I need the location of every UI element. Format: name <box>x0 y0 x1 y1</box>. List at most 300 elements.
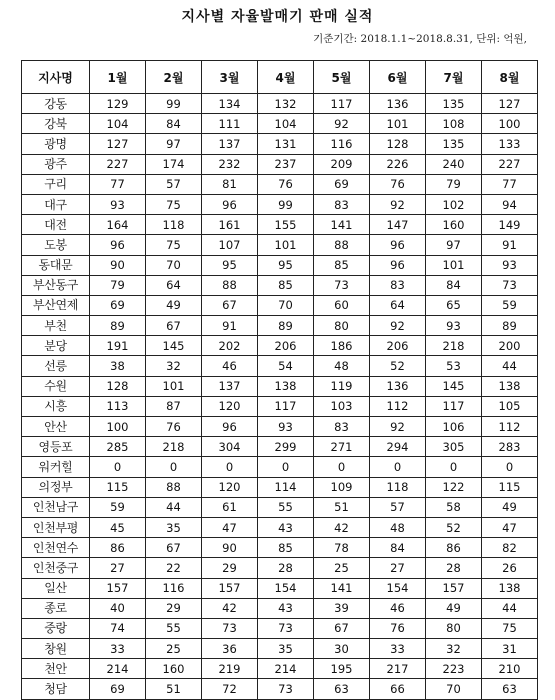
branch-name-cell: 창원 <box>22 639 90 659</box>
sales-value-cell: 195 <box>314 659 370 679</box>
table-row <box>22 598 538 618</box>
sales-value-cell: 36 <box>202 639 258 659</box>
sales-value-cell: 78 <box>314 538 370 558</box>
sales-value-cell: 28 <box>426 558 482 578</box>
sales-value-cell: 65 <box>426 295 482 315</box>
sales-value-cell: 120 <box>202 477 258 497</box>
sales-value-cell: 119 <box>314 376 370 396</box>
sales-value-cell: 157 <box>426 578 482 598</box>
sales-value-cell: 138 <box>482 376 538 396</box>
sales-value-cell: 0 <box>482 457 538 477</box>
table-row <box>22 114 538 134</box>
sales-value-cell: 60 <box>314 295 370 315</box>
branch-name-cell: 대구 <box>22 194 90 214</box>
sales-value-cell: 73 <box>314 275 370 295</box>
sales-value-cell: 86 <box>90 538 146 558</box>
sales-value-cell: 63 <box>482 679 538 699</box>
sales-value-cell: 232 <box>202 154 258 174</box>
sales-value-cell: 75 <box>146 194 202 214</box>
branch-name-cell: 워커힐 <box>22 457 90 477</box>
sales-value-cell: 117 <box>426 396 482 416</box>
table-row <box>22 316 538 336</box>
sales-value-cell: 86 <box>426 538 482 558</box>
sales-value-cell: 51 <box>146 679 202 699</box>
sales-value-cell: 76 <box>146 417 202 437</box>
sales-value-cell: 46 <box>370 598 426 618</box>
sales-value-cell: 138 <box>258 376 314 396</box>
sales-value-cell: 138 <box>482 578 538 598</box>
sales-value-cell: 214 <box>258 659 314 679</box>
sales-value-cell: 186 <box>314 336 370 356</box>
table-row <box>22 497 538 517</box>
sales-value-cell: 174 <box>146 154 202 174</box>
table-row <box>22 356 538 376</box>
branch-name-cell: 일산 <box>22 578 90 598</box>
sales-value-cell: 96 <box>370 235 426 255</box>
sales-value-cell: 69 <box>90 295 146 315</box>
sales-value-cell: 80 <box>314 316 370 336</box>
branch-name-cell: 부산동구 <box>22 275 90 295</box>
sales-value-cell: 93 <box>90 194 146 214</box>
sales-value-cell: 59 <box>482 295 538 315</box>
sales-value-cell: 42 <box>202 598 258 618</box>
sales-value-cell: 28 <box>258 558 314 578</box>
sales-value-cell: 64 <box>146 275 202 295</box>
sales-value-cell: 294 <box>370 437 426 457</box>
table-row <box>22 538 538 558</box>
sales-value-cell: 79 <box>426 174 482 194</box>
sales-value-cell: 44 <box>146 497 202 517</box>
table-row <box>22 295 538 315</box>
table-row <box>22 578 538 598</box>
sales-value-cell: 75 <box>146 235 202 255</box>
table-row <box>22 215 538 235</box>
branch-name-cell: 부천 <box>22 316 90 336</box>
sales-value-cell: 191 <box>90 336 146 356</box>
sales-value-cell: 59 <box>90 497 146 517</box>
sales-value-cell: 0 <box>202 457 258 477</box>
sales-value-cell: 103 <box>314 396 370 416</box>
sales-value-cell: 35 <box>258 639 314 659</box>
sales-value-cell: 73 <box>258 618 314 638</box>
branch-name-cell: 인천중구 <box>22 558 90 578</box>
sales-value-cell: 93 <box>426 316 482 336</box>
sales-value-cell: 79 <box>90 275 146 295</box>
column-header: 지사명 <box>22 61 90 94</box>
sales-value-cell: 73 <box>258 679 314 699</box>
sales-value-cell: 29 <box>146 598 202 618</box>
branch-name-cell: 도봉 <box>22 235 90 255</box>
sales-value-cell: 83 <box>370 275 426 295</box>
sales-value-cell: 91 <box>482 235 538 255</box>
sales-value-cell: 27 <box>370 558 426 578</box>
table-row <box>22 517 538 537</box>
table-row <box>22 558 538 578</box>
sales-value-cell: 42 <box>314 517 370 537</box>
sales-value-cell: 90 <box>202 538 258 558</box>
sales-value-cell: 96 <box>370 255 426 275</box>
sales-value-cell: 112 <box>482 417 538 437</box>
sales-value-cell: 116 <box>146 578 202 598</box>
table-row <box>22 235 538 255</box>
sales-value-cell: 75 <box>482 618 538 638</box>
sales-value-cell: 35 <box>146 517 202 537</box>
sales-value-cell: 25 <box>314 558 370 578</box>
sales-value-cell: 132 <box>258 94 314 114</box>
column-header: 7월 <box>426 61 482 94</box>
sales-value-cell: 214 <box>90 659 146 679</box>
sales-value-cell: 43 <box>258 598 314 618</box>
sales-value-cell: 104 <box>90 114 146 134</box>
sales-value-cell: 0 <box>146 457 202 477</box>
sales-value-cell: 0 <box>258 457 314 477</box>
sales-value-cell: 164 <box>90 215 146 235</box>
table-row <box>22 477 538 497</box>
sales-value-cell: 69 <box>314 174 370 194</box>
sales-value-cell: 107 <box>202 235 258 255</box>
sales-value-cell: 57 <box>146 174 202 194</box>
sales-value-cell: 305 <box>426 437 482 457</box>
branch-name-cell: 인천남구 <box>22 497 90 517</box>
sales-value-cell: 95 <box>202 255 258 275</box>
sales-value-cell: 111 <box>202 114 258 134</box>
sales-value-cell: 93 <box>482 255 538 275</box>
sales-value-cell: 90 <box>90 255 146 275</box>
sales-value-cell: 145 <box>426 376 482 396</box>
sales-value-cell: 54 <box>258 356 314 376</box>
sales-value-cell: 27 <box>90 558 146 578</box>
sales-value-cell: 26 <box>482 558 538 578</box>
branch-name-cell: 광주 <box>22 154 90 174</box>
branch-sales-table <box>21 60 538 700</box>
branch-name-cell: 강북 <box>22 114 90 134</box>
sales-value-cell: 66 <box>370 679 426 699</box>
sales-value-cell: 33 <box>370 639 426 659</box>
sales-value-cell: 89 <box>482 316 538 336</box>
sales-value-cell: 46 <box>202 356 258 376</box>
sales-value-cell: 38 <box>90 356 146 376</box>
sales-value-cell: 69 <box>90 679 146 699</box>
sales-value-cell: 237 <box>258 154 314 174</box>
sales-value-cell: 299 <box>258 437 314 457</box>
sales-value-cell: 88 <box>202 275 258 295</box>
sales-value-cell: 70 <box>426 679 482 699</box>
sales-value-cell: 67 <box>202 295 258 315</box>
sales-value-cell: 160 <box>426 215 482 235</box>
sales-value-cell: 161 <box>202 215 258 235</box>
sales-value-cell: 49 <box>482 497 538 517</box>
sales-value-cell: 128 <box>370 134 426 154</box>
sales-value-cell: 131 <box>258 134 314 154</box>
sales-value-cell: 135 <box>426 134 482 154</box>
sales-value-cell: 108 <box>426 114 482 134</box>
branch-name-cell: 부산연제 <box>22 295 90 315</box>
table-row <box>22 255 538 275</box>
sales-value-cell: 283 <box>482 437 538 457</box>
sales-value-cell: 93 <box>258 417 314 437</box>
sales-value-cell: 51 <box>314 497 370 517</box>
sales-value-cell: 55 <box>258 497 314 517</box>
sales-value-cell: 99 <box>146 94 202 114</box>
sales-value-cell: 32 <box>426 639 482 659</box>
sales-value-cell: 74 <box>90 618 146 638</box>
sales-value-cell: 0 <box>426 457 482 477</box>
sales-value-cell: 84 <box>146 114 202 134</box>
sales-value-cell: 29 <box>202 558 258 578</box>
sales-value-cell: 58 <box>426 497 482 517</box>
sales-value-cell: 227 <box>482 154 538 174</box>
sales-value-cell: 85 <box>258 538 314 558</box>
sales-value-cell: 202 <box>202 336 258 356</box>
sales-value-cell: 96 <box>90 235 146 255</box>
sales-value-cell: 136 <box>370 94 426 114</box>
column-header: 6월 <box>370 61 426 94</box>
sales-value-cell: 85 <box>258 275 314 295</box>
column-header: 3월 <box>202 61 258 94</box>
table-row <box>22 174 538 194</box>
sales-value-cell: 147 <box>370 215 426 235</box>
sales-value-cell: 101 <box>258 235 314 255</box>
sales-value-cell: 101 <box>146 376 202 396</box>
branch-name-cell: 강동 <box>22 94 90 114</box>
branch-name-cell: 수원 <box>22 376 90 396</box>
sales-value-cell: 99 <box>258 194 314 214</box>
sales-value-cell: 128 <box>90 376 146 396</box>
sales-value-cell: 209 <box>314 154 370 174</box>
sales-value-cell: 127 <box>90 134 146 154</box>
sales-value-cell: 73 <box>482 275 538 295</box>
table-row <box>22 336 538 356</box>
sales-value-cell: 104 <box>258 114 314 134</box>
sales-value-cell: 113 <box>90 396 146 416</box>
sales-value-cell: 271 <box>314 437 370 457</box>
sales-value-cell: 80 <box>426 618 482 638</box>
column-header: 2월 <box>146 61 202 94</box>
branch-name-cell: 대전 <box>22 215 90 235</box>
table-row <box>22 457 538 477</box>
sales-value-cell: 76 <box>258 174 314 194</box>
sales-value-cell: 44 <box>482 356 538 376</box>
sales-value-cell: 149 <box>482 215 538 235</box>
sales-value-cell: 100 <box>482 114 538 134</box>
sales-value-cell: 84 <box>426 275 482 295</box>
sales-value-cell: 134 <box>202 94 258 114</box>
sales-value-cell: 137 <box>202 134 258 154</box>
sales-value-cell: 96 <box>202 194 258 214</box>
sales-value-cell: 48 <box>370 517 426 537</box>
sales-value-cell: 70 <box>258 295 314 315</box>
sales-value-cell: 70 <box>146 255 202 275</box>
sales-value-cell: 88 <box>146 477 202 497</box>
sales-value-cell: 52 <box>370 356 426 376</box>
sales-value-cell: 43 <box>258 517 314 537</box>
sales-value-cell: 0 <box>314 457 370 477</box>
table-row <box>22 376 538 396</box>
sales-value-cell: 102 <box>426 194 482 214</box>
table-row <box>22 679 538 699</box>
sales-value-cell: 157 <box>202 578 258 598</box>
sales-value-cell: 81 <box>202 174 258 194</box>
sales-value-cell: 63 <box>314 679 370 699</box>
sales-value-cell: 227 <box>90 154 146 174</box>
sales-value-cell: 154 <box>370 578 426 598</box>
sales-value-cell: 72 <box>202 679 258 699</box>
table-row <box>22 275 538 295</box>
sales-value-cell: 45 <box>90 517 146 537</box>
sales-value-cell: 210 <box>482 659 538 679</box>
sales-value-cell: 92 <box>370 417 426 437</box>
sales-value-cell: 101 <box>370 114 426 134</box>
sales-value-cell: 137 <box>202 376 258 396</box>
sales-value-cell: 155 <box>258 215 314 235</box>
sales-value-cell: 76 <box>370 618 426 638</box>
sales-value-cell: 219 <box>202 659 258 679</box>
table-row <box>22 417 538 437</box>
sales-value-cell: 218 <box>146 437 202 457</box>
sales-value-cell: 49 <box>146 295 202 315</box>
sales-value-cell: 22 <box>146 558 202 578</box>
sales-value-cell: 30 <box>314 639 370 659</box>
sales-value-cell: 96 <box>202 417 258 437</box>
table-row <box>22 194 538 214</box>
sales-value-cell: 118 <box>370 477 426 497</box>
sales-value-cell: 106 <box>426 417 482 437</box>
page-title: 지사별 자율발매기 판매 실적 <box>181 9 374 25</box>
table-row <box>22 94 538 114</box>
table-row <box>22 437 538 457</box>
sales-value-cell: 118 <box>146 215 202 235</box>
sales-value-cell: 154 <box>258 578 314 598</box>
sales-value-cell: 92 <box>314 114 370 134</box>
sales-value-cell: 217 <box>370 659 426 679</box>
sales-value-cell: 25 <box>146 639 202 659</box>
sales-value-cell: 115 <box>90 477 146 497</box>
sales-value-cell: 129 <box>90 94 146 114</box>
column-header: 5월 <box>314 61 370 94</box>
sales-value-cell: 105 <box>482 396 538 416</box>
sales-value-cell: 85 <box>314 255 370 275</box>
table-row <box>22 154 538 174</box>
sales-value-cell: 76 <box>370 174 426 194</box>
table-row <box>22 659 538 679</box>
table-row <box>22 639 538 659</box>
sales-value-cell: 122 <box>426 477 482 497</box>
sales-value-cell: 115 <box>482 477 538 497</box>
sales-value-cell: 83 <box>314 417 370 437</box>
table-row <box>22 618 538 638</box>
sales-value-cell: 206 <box>258 336 314 356</box>
sales-value-cell: 67 <box>314 618 370 638</box>
branch-name-cell: 천안 <box>22 659 90 679</box>
sales-value-cell: 57 <box>370 497 426 517</box>
branch-name-cell: 영등포 <box>22 437 90 457</box>
sales-value-cell: 223 <box>426 659 482 679</box>
sales-value-cell: 31 <box>482 639 538 659</box>
sales-value-cell: 92 <box>370 316 426 336</box>
sales-value-cell: 304 <box>202 437 258 457</box>
sales-value-cell: 47 <box>202 517 258 537</box>
branch-name-cell: 광명 <box>22 134 90 154</box>
sales-value-cell: 112 <box>370 396 426 416</box>
sales-value-cell: 285 <box>90 437 146 457</box>
sales-value-cell: 88 <box>314 235 370 255</box>
sales-value-cell: 133 <box>482 134 538 154</box>
sales-value-cell: 117 <box>314 94 370 114</box>
table-row <box>22 134 538 154</box>
sales-value-cell: 82 <box>482 538 538 558</box>
sales-value-cell: 44 <box>482 598 538 618</box>
sales-value-cell: 55 <box>146 618 202 638</box>
sales-value-cell: 89 <box>258 316 314 336</box>
table-row <box>22 396 538 416</box>
sales-value-cell: 61 <box>202 497 258 517</box>
sales-value-cell: 157 <box>90 578 146 598</box>
sales-value-cell: 141 <box>314 215 370 235</box>
sales-value-cell: 114 <box>258 477 314 497</box>
branch-name-cell: 중랑 <box>22 618 90 638</box>
sales-value-cell: 77 <box>482 174 538 194</box>
branch-name-cell: 구리 <box>22 174 90 194</box>
sales-value-cell: 109 <box>314 477 370 497</box>
sales-value-cell: 206 <box>370 336 426 356</box>
sales-value-cell: 136 <box>370 376 426 396</box>
sales-value-cell: 77 <box>90 174 146 194</box>
branch-name-cell: 분당 <box>22 336 90 356</box>
sales-value-cell: 141 <box>314 578 370 598</box>
table-body <box>22 94 538 700</box>
sales-value-cell: 160 <box>146 659 202 679</box>
sales-value-cell: 83 <box>314 194 370 214</box>
column-header: 8월 <box>482 61 538 94</box>
sales-value-cell: 47 <box>482 517 538 537</box>
table-header-row <box>22 61 538 94</box>
period-unit-note: 기준기간: 2018.1.1~2018.8.31, 단위: 억원, <box>313 33 527 45</box>
branch-name-cell: 동대문 <box>22 255 90 275</box>
sales-value-cell: 218 <box>426 336 482 356</box>
sales-value-cell: 64 <box>370 295 426 315</box>
branch-name-cell: 안산 <box>22 417 90 437</box>
sales-value-cell: 145 <box>146 336 202 356</box>
column-header: 4월 <box>258 61 314 94</box>
column-header: 1월 <box>90 61 146 94</box>
sales-value-cell: 49 <box>426 598 482 618</box>
sales-value-cell: 97 <box>146 134 202 154</box>
sales-value-cell: 73 <box>202 618 258 638</box>
sales-value-cell: 100 <box>90 417 146 437</box>
sales-value-cell: 226 <box>370 154 426 174</box>
sales-value-cell: 91 <box>202 316 258 336</box>
sales-value-cell: 120 <box>202 396 258 416</box>
sales-value-cell: 32 <box>146 356 202 376</box>
sales-value-cell: 67 <box>146 538 202 558</box>
sales-value-cell: 97 <box>426 235 482 255</box>
sales-value-cell: 116 <box>314 134 370 154</box>
sales-value-cell: 92 <box>370 194 426 214</box>
sales-value-cell: 135 <box>426 94 482 114</box>
sales-value-cell: 48 <box>314 356 370 376</box>
sales-value-cell: 200 <box>482 336 538 356</box>
sales-value-cell: 67 <box>146 316 202 336</box>
sales-value-cell: 95 <box>258 255 314 275</box>
sales-value-cell: 52 <box>426 517 482 537</box>
sales-value-cell: 101 <box>426 255 482 275</box>
branch-name-cell: 시흥 <box>22 396 90 416</box>
branch-name-cell: 인천부평 <box>22 517 90 537</box>
sales-value-cell: 0 <box>90 457 146 477</box>
branch-name-cell: 인천연수 <box>22 538 90 558</box>
sales-value-cell: 240 <box>426 154 482 174</box>
sales-value-cell: 33 <box>90 639 146 659</box>
